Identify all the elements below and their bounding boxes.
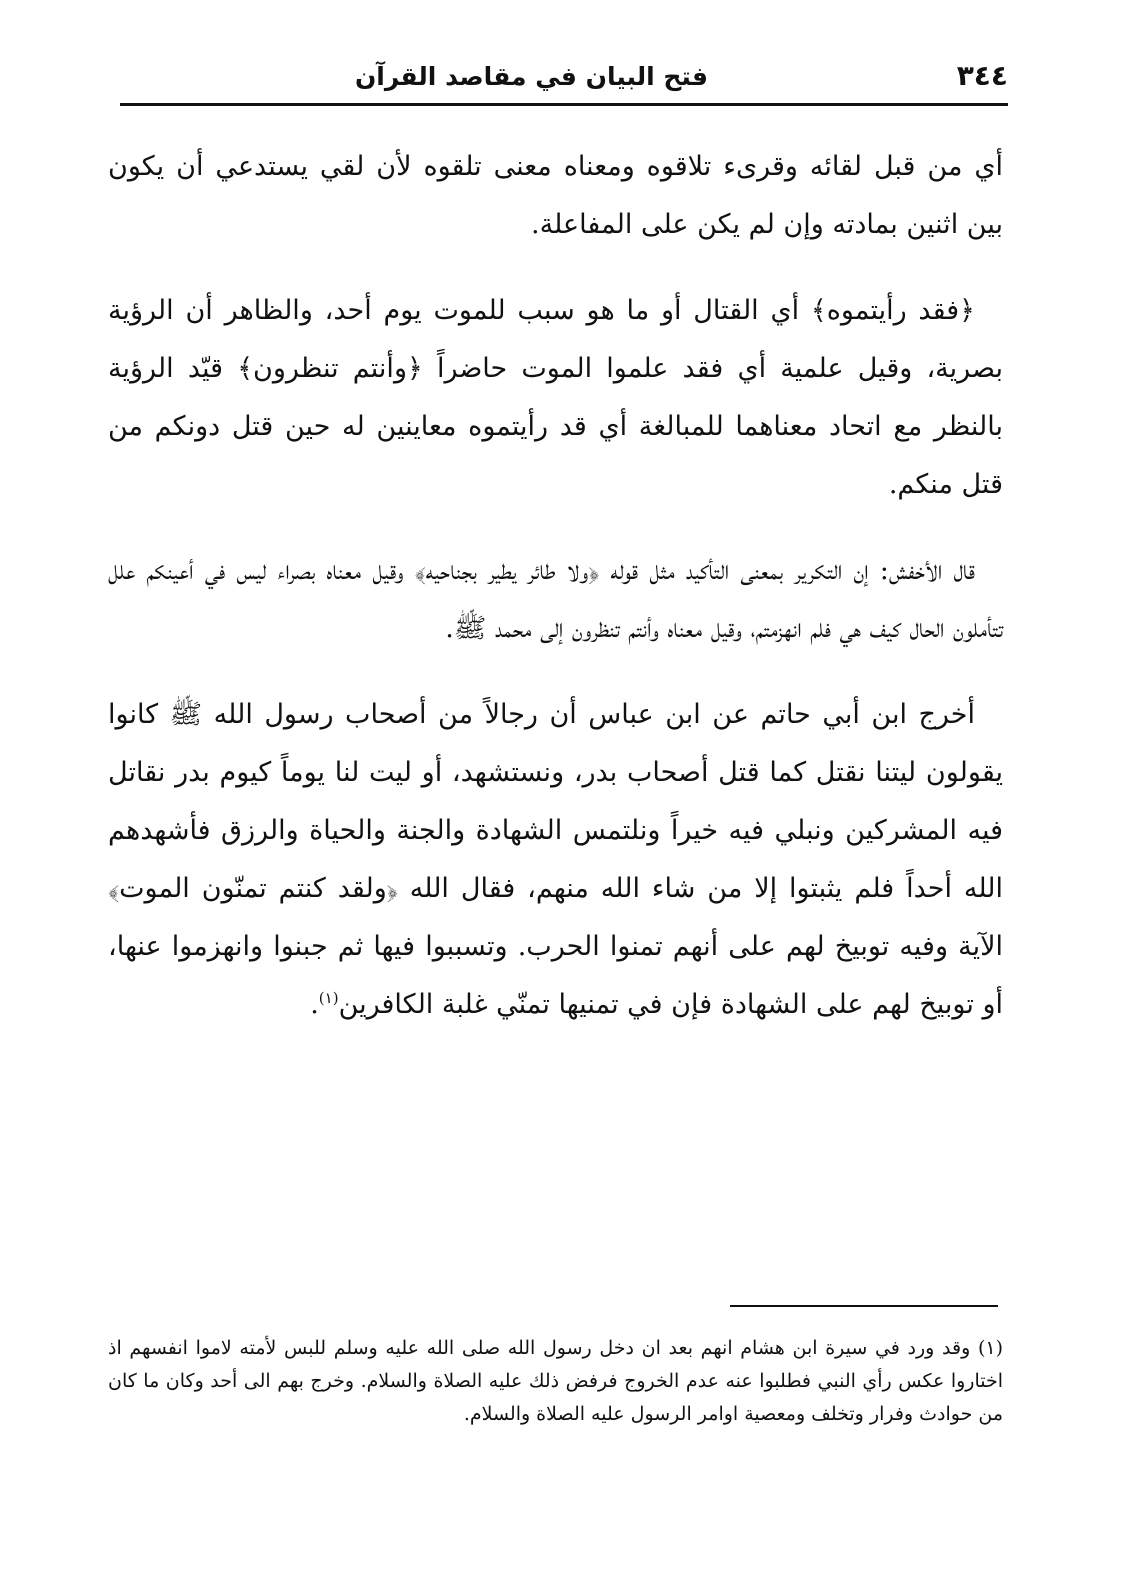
running-title: فتح البيان في مقاصد القرآن — [354, 62, 708, 91]
paragraph-4 — [108, 686, 1003, 1034]
paragraph-4-end: . — [310, 989, 319, 1020]
page-header — [120, 52, 1008, 102]
paragraph-2: ﴿فقد رأيتموه﴾ أي القتال أو ما هو سبب للموت يوم أحد، والظاهر أن الرؤية بصرية، وقيل علمية أي فقد علموا الموت حاضراً ﴿وأنتم تنظرون﴾ قيّد الرؤية بالنظر مع اتحاد معناهما للمبالغة أي قد رأيتموه معاينين له حين قتل دونكم من قتل منكم. — [108, 295, 1003, 500]
footnote-text: وقد ورد في سيرة ابن هشام انهم بعد ان دخل رسول الله صلى الله عليه وسلم للبس لأمته لاموا انفسهم اذ اختاروا عكس رأي النبي فطلبوا عنه عدم الخروج فرفض ذلك عليه الصلاة والسلام. وخرج بهم الى أحد وكان ما كان من حوادث وفرار وتخلف ومعصية اوامر الرسول عليه الصلاة والسلام. — [108, 1337, 1003, 1425]
paragraph-1: أي من قبل لقائه وقرىء تلاقوه ومعناه معنى تلقوه لأن لقي يستدعي أن يكون بين اثنين بمادته وإن لم يكن على المفاعلة. — [108, 151, 1003, 240]
paragraph-4-text: أخرج ابن أبي حاتم عن ابن عباس أن رجالاً من أصحاب رسول الله ﷺ كانوا يقولون ليتنا نقتل كما قتل أصحاب بدر، ونستشهد، أو ليت لنا يوماً كيوم بدر نقاتل فيه المشركين ونبلي فيه خيراً ونلتمس الشهادة والجنة والحياة والرزق فأشهدهم الله أحداً فلم يثبتوا إلا من شاء الله منهم، فقال الله ﴿ولقد كنتم تمنّون الموت﴾ الآية وفيه توبيخ لهم على أنهم تمنوا الحرب. وتسببوا فيها ثم جبنوا وانهزموا عنها، أو توبيخ لهم على الشهادة فإن في تمنيها تمنّي غلبة الكافرين — [108, 699, 1004, 1020]
paragraph-3: قال الأخفش: إن التكرير بمعنى التأكيد مثل قوله ﴿ولا طائر يطير بجناحيه﴾ وقيل معناه بصراء ليس في أعينكم علل تتأملون الحال كيف هي فلم انهزمتم، وقيل معناه وأنتم تنظرون إلى محمد ﷺ. — [108, 555, 1003, 644]
footnote-number: (١) — [977, 1337, 1004, 1359]
footnote-separator — [730, 1305, 998, 1307]
page-number: ٣٤٤ — [956, 59, 1008, 92]
main-text — [108, 138, 1003, 1062]
footnote — [108, 1332, 1003, 1431]
header-rule — [120, 103, 1008, 106]
footnote-reference: (١) — [318, 989, 339, 1007]
